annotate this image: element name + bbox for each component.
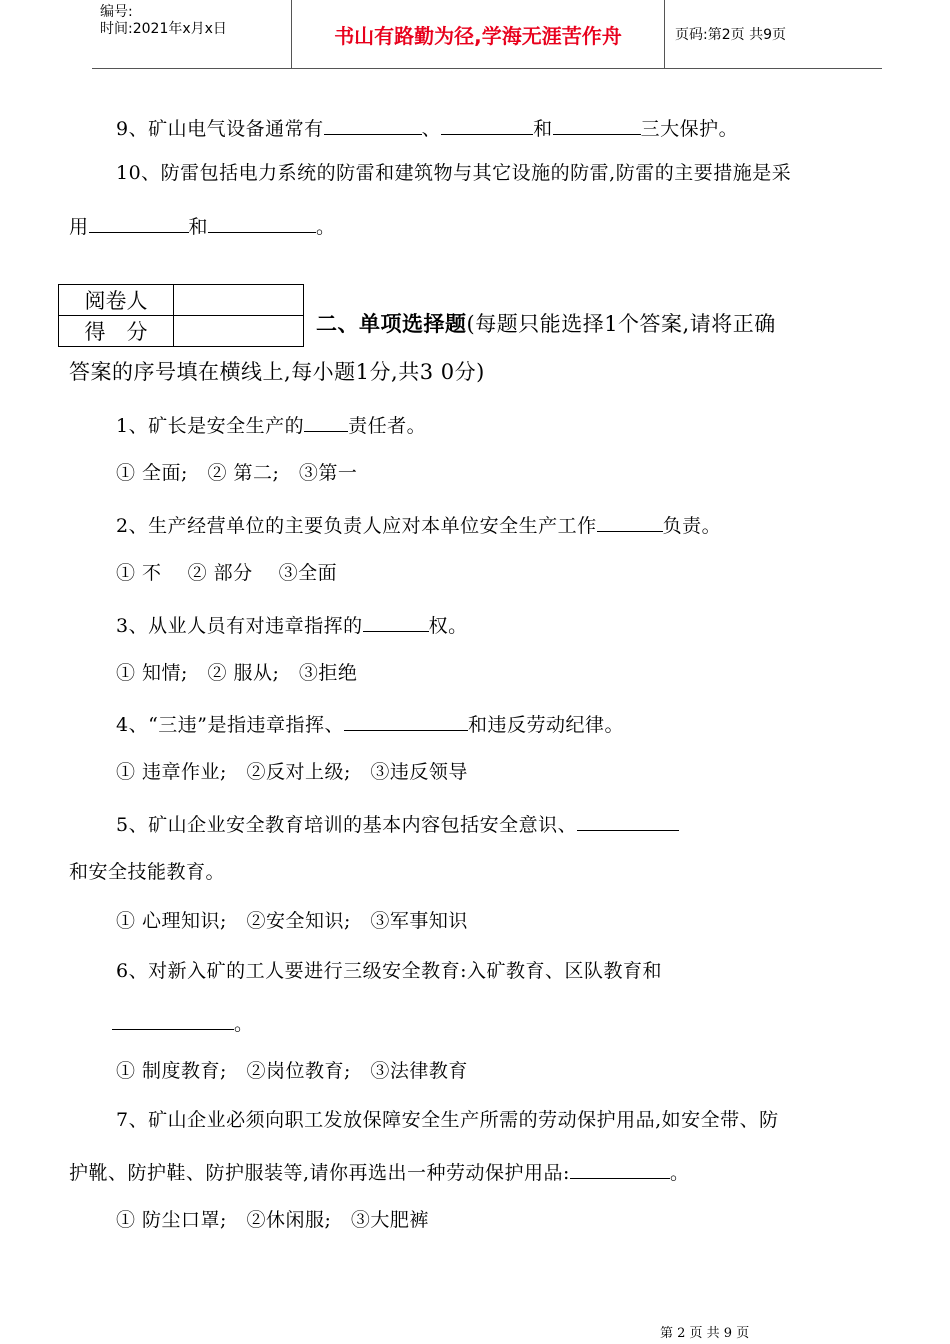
- question-2-options: ① 不 ② 部分 ③全面: [116, 562, 338, 584]
- question-7-options: ① 防尘口罩; ②休闲服; ③大肥裤: [116, 1209, 429, 1231]
- question-5-options: ① 心理知识; ②安全知识; ③军事知识: [116, 910, 468, 932]
- answer-blank[interactable]: [344, 710, 468, 731]
- page-header: [92, 0, 882, 69]
- answer-blank[interactable]: [112, 1009, 234, 1030]
- header-motto: 书山有路勤为径,学海无涯苦作舟: [292, 0, 665, 68]
- answer-blank[interactable]: [597, 511, 663, 532]
- header-meta: [92, 0, 292, 68]
- question-1-options: ① 全面; ② 第二; ③第一: [116, 462, 358, 484]
- answer-blank[interactable]: [324, 114, 422, 135]
- question-9: [116, 114, 738, 141]
- answer-blank[interactable]: [89, 212, 189, 233]
- question-10-line1: 10、防雷包括电力系统的防雷和建筑物与其它设施的防雷,防雷的主要措施是采: [116, 162, 792, 184]
- q4-stem-a: 4、“三违”是指违章指挥、: [116, 714, 345, 736]
- q7-stem-b: 。: [669, 1162, 690, 1184]
- q1-stem-a: 1、矿长是安全生产的: [116, 415, 305, 437]
- answer-blank[interactable]: [441, 114, 533, 135]
- q3-stem-b: 权。: [428, 615, 468, 637]
- section-2-note-line2: 答案的序号填在横线上,每小题1分,共3 0分): [69, 360, 485, 384]
- q7-stem-a: 护靴、防护鞋、防护服装等,请你再选出一种劳动保护用品:: [69, 1162, 570, 1184]
- question-10-line2: [69, 212, 336, 239]
- section-2-title: 二、单项选择题: [316, 312, 467, 336]
- q9-sep1: 、: [421, 118, 442, 140]
- question-7-line2: [69, 1158, 689, 1185]
- q2-stem-a: 2、生产经营单位的主要负责人应对本单位安全生产工作: [116, 515, 597, 537]
- answer-blank[interactable]: [570, 1158, 670, 1179]
- q9-sep2: 和: [533, 118, 553, 140]
- answer-blank[interactable]: [363, 611, 429, 632]
- answer-blank[interactable]: [208, 212, 316, 233]
- question-3-options: ① 知情; ② 服从; ③拒绝: [116, 662, 358, 684]
- doc-number-label: 编号:: [100, 4, 133, 20]
- score-field[interactable]: [174, 316, 304, 347]
- reviewer-field[interactable]: [174, 285, 304, 316]
- score-label: 得 分: [59, 316, 174, 347]
- q10-text-c: 。: [316, 216, 336, 238]
- q9-text-b: 三大保护。: [640, 118, 739, 140]
- q10-text-b: 和: [188, 216, 209, 238]
- doc-time-label: 时间:2021年x月x日: [100, 21, 227, 37]
- question-6: 6、对新入矿的工人要进行三级安全教育:入矿教育、区队教育和: [116, 960, 662, 982]
- question-5: [116, 810, 679, 837]
- answer-blank[interactable]: [304, 411, 348, 432]
- q2-stem-b: 负责。: [662, 515, 722, 537]
- question-1: [116, 411, 426, 438]
- question-4: [116, 710, 624, 737]
- question-3: [116, 611, 468, 638]
- score-box: [58, 284, 304, 347]
- answer-blank[interactable]: [577, 810, 679, 831]
- q1-stem-b: 责任者。: [348, 415, 427, 437]
- section-2-heading: [316, 312, 776, 337]
- q9-text-a: 9、矿山电气设备通常有: [116, 118, 324, 140]
- reviewer-label: 阅卷人: [59, 285, 174, 316]
- question-2: [116, 511, 721, 538]
- section-2-note-line1: (每题只能选择1个答案,请将正确: [466, 312, 776, 336]
- q3-stem-a: 3、从业人员有对违章指挥的: [116, 615, 363, 637]
- q5-stem-a: 5、矿山企业安全教育培训的基本内容包括安全意识、: [116, 814, 578, 836]
- answer-blank[interactable]: [553, 114, 641, 135]
- q10-text-a: 用: [69, 216, 89, 238]
- page-footer: 第 2 页 共 9 页: [660, 1326, 750, 1341]
- header-page-label: 页码:第2页 共9页: [675, 27, 786, 43]
- question-7-line1: 7、矿山企业必须向职工发放保障安全生产所需的劳动保护用品,如安全带、防: [116, 1109, 779, 1131]
- q4-stem-b: 和违反劳动纪律。: [468, 714, 625, 736]
- question-4-options: ① 违章作业; ②反对上级; ③违反领导: [116, 761, 468, 783]
- question-5-line2: 和安全技能教育。: [69, 861, 226, 883]
- q6-end: 。: [234, 1013, 254, 1035]
- question-6-options: ① 制度教育; ②岗位教育; ③法律教育: [116, 1060, 468, 1082]
- question-6-line2: [112, 1009, 254, 1036]
